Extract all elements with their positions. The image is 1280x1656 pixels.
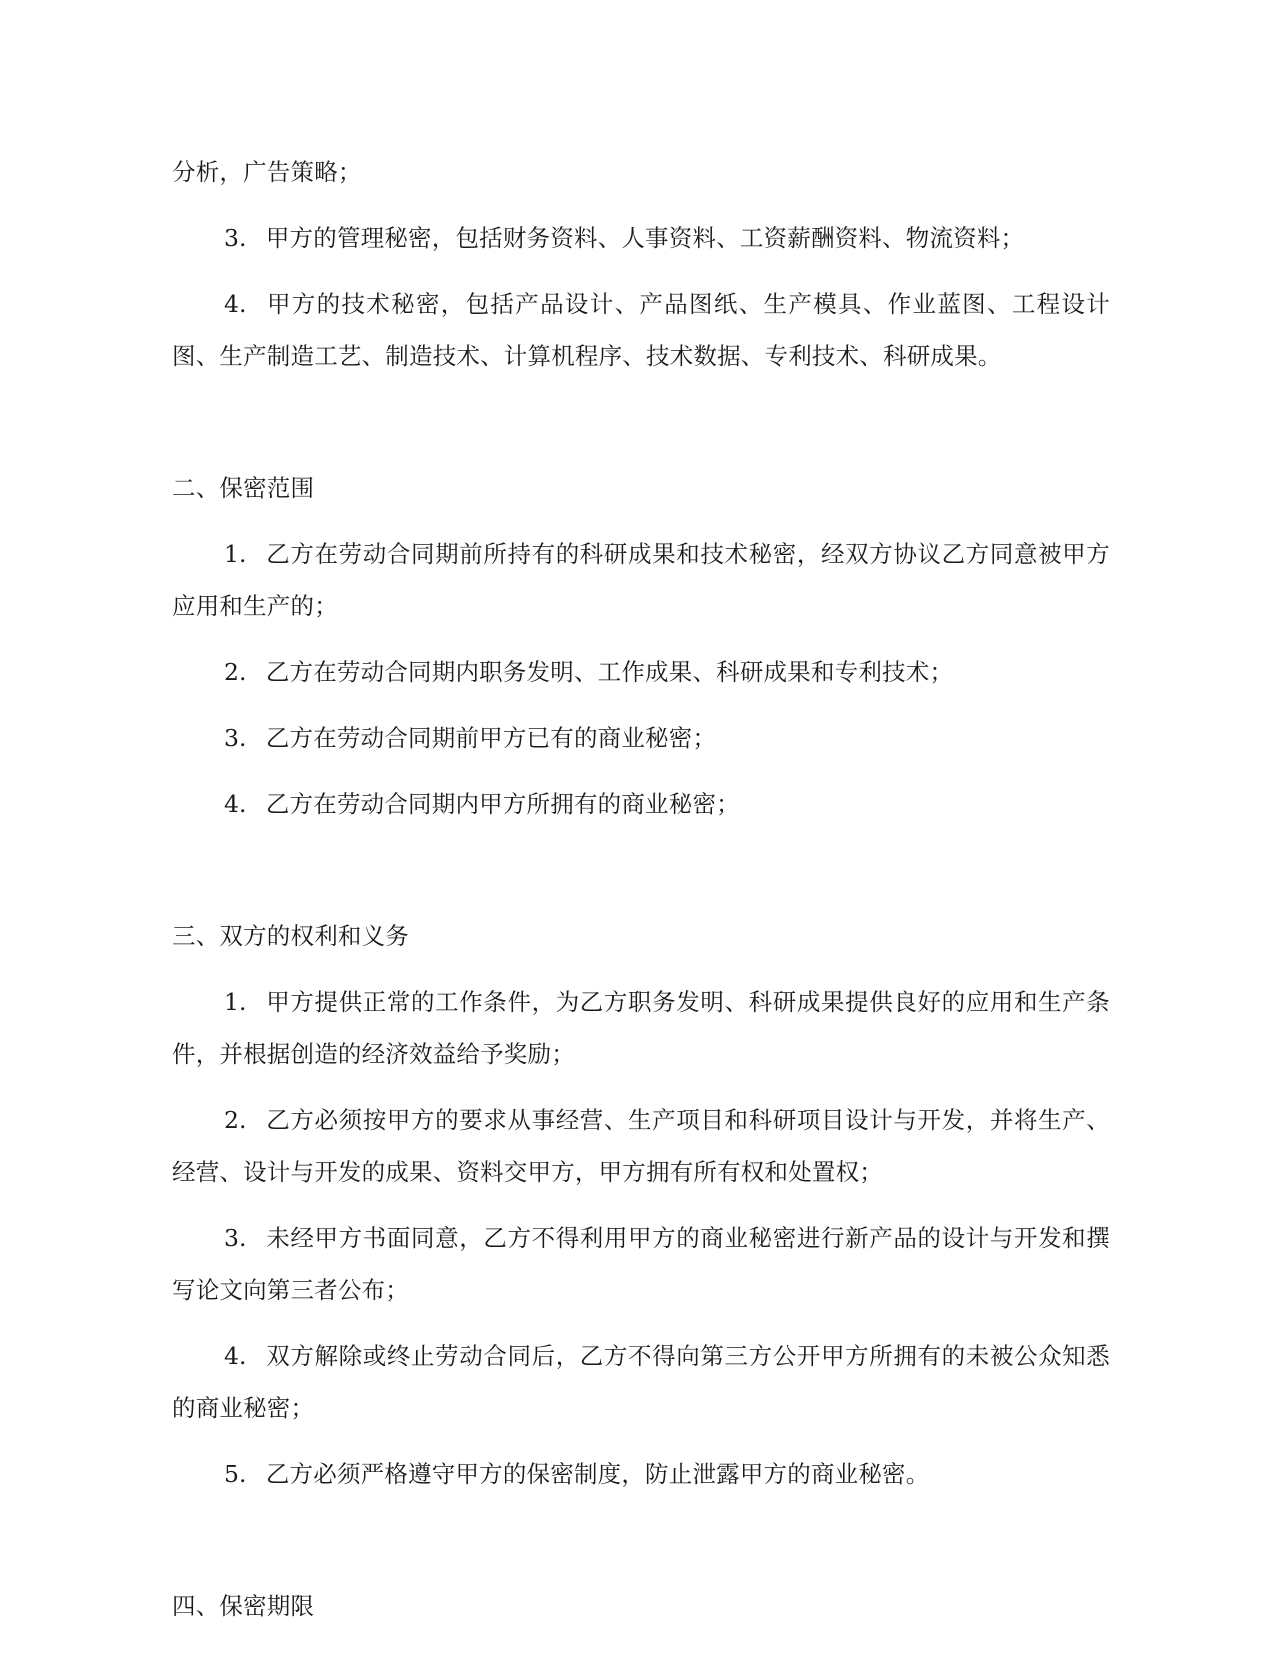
spacer: [172, 198, 1110, 212]
spacer: [172, 382, 1110, 462]
list-item: [172, 778, 1110, 830]
spacer: [172, 698, 1110, 712]
list-item-text: 乙方必须按甲方的要求从事经营、生产项目和科研项目设计与开发，并将生产、经营、设计与开发的成果、资料交甲方，甲方拥有所有权和处置权；: [172, 1106, 1111, 1186]
spacer: [172, 830, 1110, 910]
spacer: [172, 764, 1110, 778]
list-item-text: 未经甲方书面同意，乙方不得利用甲方的商业秘密进行新产品的设计与开发和撰写论文向第三者公布；: [172, 1224, 1111, 1304]
list-item-number: 4.: [224, 1342, 259, 1370]
spacer: [172, 1080, 1110, 1094]
list-item: [172, 712, 1110, 764]
spacer: [172, 264, 1110, 278]
list-item-number: 3.: [224, 1224, 259, 1252]
list-item: [172, 212, 1110, 264]
spacer: [172, 1198, 1110, 1212]
list-item-text: 甲方的管理秘密，包括财务资料、人事资料、工资薪酬资料、物流资料；: [265, 224, 1025, 252]
list-item-text: 甲方提供正常的工作条件，为乙方职务发明、科研成果提供良好的应用和生产条件，并根据创造的经济效益给予奖励；: [172, 988, 1111, 1068]
list-item-number: 5.: [224, 1460, 259, 1488]
list-item: [172, 1212, 1110, 1316]
document-body: [172, 146, 1110, 1632]
list-item-text: 乙方必须严格遵守甲方的保密制度，防止泄露甲方的商业秘密。: [265, 1460, 930, 1488]
list-item: [172, 646, 1110, 698]
list-item-text: 乙方在劳动合同期内职务发明、工作成果、科研成果和专利技术；: [265, 658, 954, 686]
list-item: [172, 1094, 1110, 1198]
list-item-number: 4.: [224, 790, 259, 818]
list-item-text: 甲方的技术秘密，包括产品设计、产品图纸、生产模具、作业蓝图、工程设计图、生产制造工艺、制造技术、计算机程序、技术数据、专利技术、科研成果。: [172, 290, 1110, 370]
list-item-text: 乙方在劳动合同期前甲方已有的商业秘密；: [265, 724, 717, 752]
spacer: [172, 632, 1110, 646]
list-item-text: 乙方在劳动合同期内甲方所拥有的商业秘密；: [265, 790, 740, 818]
spacer: [172, 962, 1110, 976]
list-item-number: 3.: [224, 724, 259, 752]
spacer: [172, 1434, 1110, 1448]
section-heading: 二、保密范围: [172, 474, 315, 502]
section-heading: 四、保密期限: [172, 1592, 315, 1620]
list-item: [172, 278, 1110, 382]
list-item-number: 4.: [224, 290, 259, 318]
list-item-number: 2.: [224, 658, 259, 686]
list-item: [172, 1330, 1110, 1434]
list-item: [172, 976, 1110, 1080]
list-item-number: 2.: [224, 1106, 259, 1134]
section-heading: 三、双方的权利和义务: [172, 922, 409, 950]
list-item: [172, 1448, 1110, 1500]
list-item-number: 1.: [224, 988, 259, 1016]
list-item: [172, 528, 1110, 632]
spacer: [172, 1316, 1110, 1330]
list-item-text: 双方解除或终止劳动合同后，乙方不得向第三方公开甲方所拥有的未被公众知悉的商业秘密；: [172, 1342, 1111, 1422]
spacer: [172, 1500, 1110, 1580]
continued-paragraph: 分析，广告策略；: [172, 158, 362, 186]
list-item-text: 乙方在劳动合同期前所持有的科研成果和技术秘密，经双方协议乙方同意被甲方应用和生产的；: [172, 540, 1111, 620]
list-item-number: 1.: [224, 540, 259, 568]
spacer: [172, 514, 1110, 528]
list-item-number: 3.: [224, 224, 259, 252]
